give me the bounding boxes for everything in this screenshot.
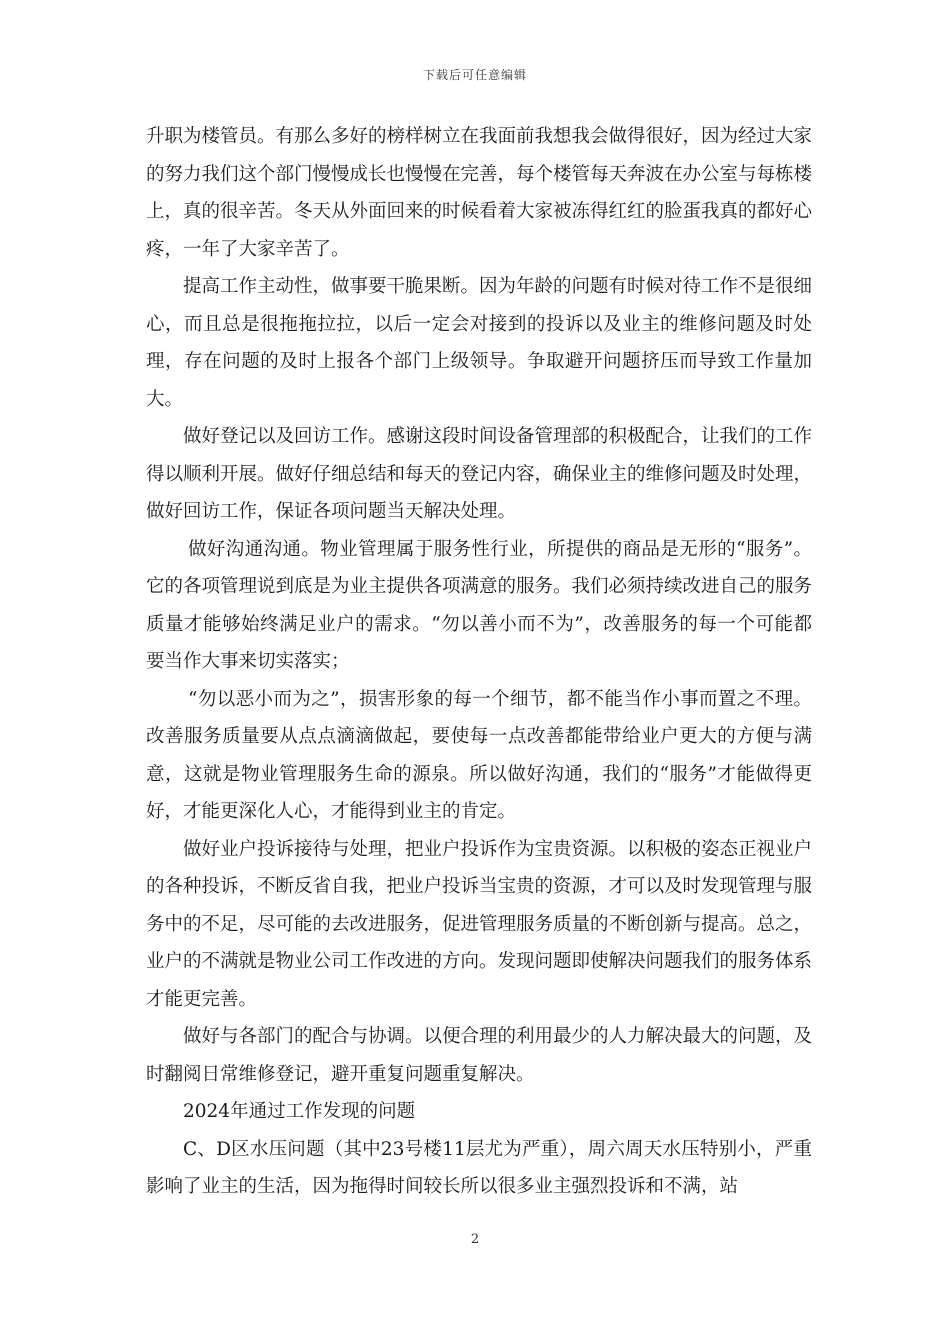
- paragraph-communication: 做好沟通沟通。物业管理属于服务性行业，所提供的商品是无形的“服务”。它的各项管理说到底是为业主提供各项满意的服务。我们必须持续改进自己的服务质量才能够始终满足业户的需求。“勿以善小而不为”，改善服务的每一个可能都要当作大事来切实落实；: [146, 538, 813, 672]
- paragraph-coordination: 做好与各部门的配合与协调。以便合理的利用最少的人力解决最大的问题，及时翻阅日常维修登记，避开重复问题重复解决。: [146, 1026, 813, 1085]
- paragraph-registration: 做好登记以及回访工作。感谢这段时间设备管理部的积极配合，让我们的工作得以顺利开展。做好仔细总结和每天的登记内容，确保业主的维修问题及时处理，做好回访工作，保证各项问题当天解决处理。: [146, 426, 813, 522]
- paragraph-water-pressure: C、D区水压问题（其中23号楼11层尤为严重），周六周天水压特别小，严重影响了业主的生活，因为拖得时间较长所以很多业主强烈投诉和不满，站: [146, 1138, 812, 1197]
- paragraph-continuation: 升职为楼管员。有那么多好的榜样树立在我面前我想我会做得很好，因为经过大家的努力我们这个部门慢慢成长也慢慢在完善，每个楼管每天奔波在办公室与每栋楼上，真的很辛苦。冬天从外面回来的时候看着大家被冻得红红的脸蛋我真的都好心疼，一年了大家辛苦了。: [146, 126, 813, 260]
- body-text: [146, 118, 812, 1206]
- section-heading-problems: 2024年通过工作发现的问题: [183, 1101, 416, 1122]
- page-number: 2: [470, 1232, 480, 1247]
- paragraph-service-quality: “勿以恶小而为之”，损害形象的每一个细节，都不能当作小事而置之不理。改善服务质量要从点点滴滴做起，要使每一点改善都能带给业户更大的方便与满意，这就是物业管理服务生命的源泉。所以做好沟通，我们的“服务”才能做得更好，才能更深化人心，才能得到业主的肯定。: [146, 688, 812, 822]
- paragraph-initiative: 提高工作主动性，做事要干脆果断。因为年龄的问题有时候对待工作不是很细心，而且总是很拖拖拉拉，以后一定会对接到的投诉以及业主的维修问题及时处理，存在问题的及时上报各个部门上级领导。争取避开问题挤压而导致工作量加大。: [146, 276, 813, 410]
- page-header: 下载后可任意编辑: [422, 68, 527, 82]
- paragraph-complaints: 做好业户投诉接待与处理，把业户投诉作为宝贵资源。以积极的姿态正视业户的各种投诉，不断反省自我，把业户投诉当宝贵的资源，才可以及时发现管理与服务中的不足，尽可能的去改进服务，促进管理服务质量的不断创新与提高。总之，业户的不满就是物业公司工作改进的方向。发现问题即使解决问题我们的服务体系才能更完善。: [146, 838, 813, 1010]
